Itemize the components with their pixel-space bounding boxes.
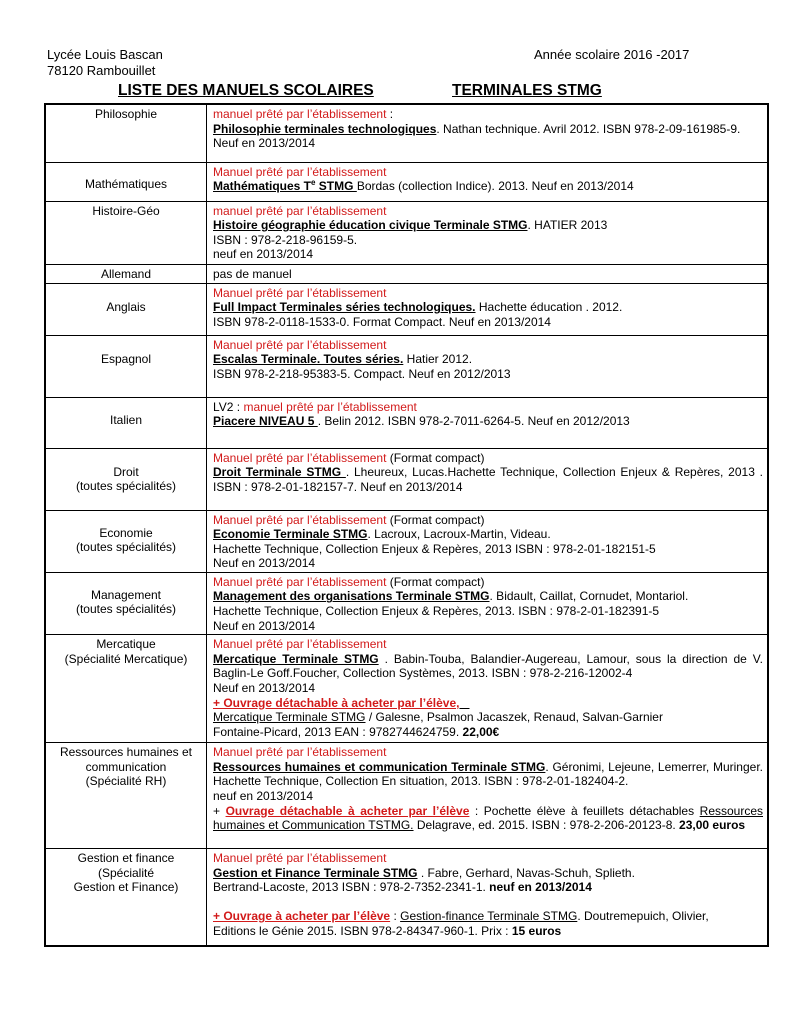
subject-cell <box>45 104 207 162</box>
book-details: . Belin 2012. ISBN 978-2-7011-6264-5. Neuf en 2012/2013 <box>317 414 630 429</box>
spacer <box>213 895 763 909</box>
workbook-pub <box>213 924 763 939</box>
subject-cell <box>45 448 207 510</box>
purchase-entry <box>213 804 763 833</box>
title-class: TERMINALES STMG <box>452 82 602 99</box>
book-title: Full Impact Terminales séries technologiques. <box>213 300 476 315</box>
book-details: . Géronimi, Lejeune, Lemerrer, Muringer. Hachette Technique, Collection En situation, 2013. ISBN : 978-2-01-182404-2. <box>213 759 763 789</box>
workbook-title: Ressources humaines et Communication TSTMG. <box>213 803 764 833</box>
subject-cell <box>45 397 207 448</box>
subject-label: Droit <box>113 464 139 479</box>
book-details: . Lacroux, Lacroux-Martin, Videau. <box>367 527 551 542</box>
purchase-entry <box>213 696 763 711</box>
purchase-note-trail <box>459 696 469 710</box>
subject-scope: (Spécialité Mercatique) <box>64 651 188 666</box>
table-row <box>45 743 768 849</box>
lend-note: Manuel prêté par l’établissement <box>213 450 387 465</box>
content-cell <box>207 264 769 283</box>
subject-label: Ressources humaines et <box>59 745 193 760</box>
content-cell <box>207 743 769 849</box>
book-title-part: Mathématiques T <box>213 179 312 194</box>
subject-label: Mathématiques <box>84 176 168 191</box>
book-entry <box>213 866 763 881</box>
publisher-line: Hachette Technique, Collection Enjeux & Repères, 2013. ISBN : 978-2-01-182391-5 <box>213 604 660 619</box>
subject-scope: (toutes spécialités) <box>75 540 177 555</box>
lend-note: Manuel prêté par l’établissement <box>213 512 387 527</box>
title-list: LISTE DES MANUELS SCOLAIRES <box>118 82 374 99</box>
book-title-part: STMG <box>315 179 357 194</box>
subject-label: Histoire-Géo <box>92 203 160 218</box>
book-entry <box>213 652 763 681</box>
subject-cell <box>45 849 207 946</box>
edition-note: Neuf en 2013/2014 <box>213 681 316 696</box>
content-cell <box>207 201 769 264</box>
table-row <box>45 201 768 264</box>
table-row <box>45 162 768 201</box>
isbn: ISBN : 978-2-218-96159-5. <box>213 232 358 247</box>
workbook-pub <box>213 725 763 740</box>
book-details: Hatier 2012. <box>403 352 473 367</box>
subject-scope-2: Gestion et Finance) <box>73 880 179 895</box>
book-title: Philosophie terminales technologiques <box>213 121 437 136</box>
content-cell <box>207 510 769 572</box>
lend-note: Manuel prêté par l’établissement <box>213 285 387 300</box>
table-row <box>45 635 768 743</box>
subject-cell <box>45 510 207 572</box>
publisher-text: Bertrand-Lacoste, 2013 ISBN : 978-2-7352-2341-1. <box>213 880 490 895</box>
subject-scope: (toutes spécialités) <box>75 602 177 617</box>
workbook-publisher: Editions le Génie 2015. ISBN 978-2-84347-960-1. Prix : <box>213 923 512 938</box>
book-title: Mercatique Terminale STMG <box>213 651 379 666</box>
book-details: Hachette éducation . 2012. <box>475 300 623 315</box>
book-title: Economie Terminale STMG <box>213 527 368 542</box>
lend-note: Manuel prêté par l’établissement <box>213 637 387 652</box>
workbook-authors: . Doutremepuich, Olivier, <box>577 909 709 924</box>
subject-label-2: communication <box>85 759 167 774</box>
subject-label: Mercatique <box>96 637 156 652</box>
subject-label: Espagnol <box>100 351 152 366</box>
subject-scope: (toutes spécialités) <box>75 479 177 494</box>
subject-cell <box>45 335 207 397</box>
book-title-sup: e <box>311 178 316 188</box>
workbook-price: 15 euros <box>511 923 562 938</box>
subject-cell <box>45 264 207 283</box>
table-row <box>45 849 768 946</box>
content-cell <box>207 335 769 397</box>
content-cell <box>207 635 769 743</box>
lend-note: manuel prêté par l’établissement <box>213 107 387 121</box>
plus-sign: + <box>213 803 226 818</box>
subject-cell <box>45 283 207 335</box>
school-year: Année scolaire 2016 -2017 <box>534 47 690 62</box>
book-title: Ressources humaines et communication Terminale STMG <box>213 759 546 774</box>
subject-cell <box>45 572 207 634</box>
content-cell <box>207 283 769 335</box>
subject-scope: (Spécialité RH) <box>85 774 167 789</box>
format-note: (Format compact) <box>386 512 485 527</box>
school-address <box>47 47 163 79</box>
workbook-entry <box>213 710 763 725</box>
table-row <box>45 510 768 572</box>
purchase-entry <box>213 909 763 924</box>
workbook-title: Mercatique Terminale STMG <box>213 710 366 725</box>
book-title <box>213 179 357 193</box>
book-details: . HATIER 2013 <box>527 218 608 233</box>
workbook-title: Gestion-finance Terminale STMG <box>400 909 578 924</box>
table-row <box>45 397 768 448</box>
book-entry <box>213 465 763 494</box>
workbook-price: 23,00 euros <box>679 818 746 833</box>
edition-note: neuf en 2013/2014 <box>213 247 314 262</box>
purchase-note: + Ouvrage à acheter par l’élève <box>213 909 391 924</box>
subject-cell <box>45 635 207 743</box>
subject-label: Philosophie <box>94 107 158 121</box>
book-details: . Nathan technique. Avril 2012. ISBN 978-2-09-161985-9. Neuf en 2013/2014 <box>213 121 741 151</box>
colon: : <box>390 909 401 924</box>
subject-scope: (Spécialité <box>97 865 155 880</box>
publisher-line: Hachette Technique, Collection Enjeux & Repères, 2013 ISBN : 978-2-01-182151-5 <box>213 541 656 556</box>
lend-note: manuel prêté par l’établissement <box>213 203 387 218</box>
subject-cell <box>45 743 207 849</box>
edition-note: Neuf en 2013/2014 <box>213 556 316 571</box>
book-entry <box>213 760 763 789</box>
book-title: Droit Terminale STMG <box>213 465 346 480</box>
content-cell <box>207 448 769 510</box>
table-row <box>45 335 768 397</box>
format-note: (Format compact) <box>386 450 485 465</box>
edition-note: neuf en 2013/2014 <box>489 880 592 895</box>
school-city: 78120 Rambouillet <box>47 63 156 78</box>
lend-note: Manuel prêté par l’établissement <box>213 851 387 866</box>
subject-label: Allemand <box>100 266 152 281</box>
content-cell <box>207 162 769 201</box>
subject-label: Economie <box>99 525 153 540</box>
book-title: Gestion et Finance Terminale STMG <box>213 865 418 880</box>
format-note: (Format compact) <box>386 574 485 589</box>
isbn: ISBN 978-2-0118-1533-0. Format Compact. Neuf en 2013/2014 <box>213 314 551 329</box>
purchase-note: Ouvrage détachable à acheter par l’élève <box>225 803 470 818</box>
no-book-note: pas de manuel <box>213 266 292 281</box>
content-cell <box>207 572 769 634</box>
book-title: Management des organisations Terminale STMG <box>213 589 490 604</box>
table-row <box>45 104 768 162</box>
publisher-line <box>213 880 763 895</box>
book-details: . Fabre, Gerhard, Navas-Schuh, Splieth. <box>417 865 635 880</box>
lv2-label: LV2 : <box>213 399 244 414</box>
lend-note: Manuel prêté par l’établissement <box>213 745 387 760</box>
book-title: Escalas Terminale. Toutes séries. <box>213 352 404 367</box>
colon: : <box>386 107 394 121</box>
subject-label: Italien <box>109 412 143 427</box>
lend-note: Manuel prêté par l’établissement <box>213 574 387 589</box>
book-title: Piacere NIVEAU 5 <box>213 414 318 429</box>
content-cell <box>207 104 769 162</box>
content-cell <box>207 397 769 448</box>
table-row <box>45 448 768 510</box>
subject-label: Gestion et finance <box>77 851 175 866</box>
book-details: . Babin-Touba, Balandier-Augereau, Lamour, sous la direction de V. Baglin-Le Goff.Foucher, Collection Systèmes, 2013. ISBN : 978-2-216-12002-4 <box>213 651 764 681</box>
table-row <box>45 283 768 335</box>
book-details: Bordas (collection Indice). 2013. Neuf en 2013/2014 <box>356 179 634 194</box>
book-title: Histoire géographie éducation civique Terminale STMG <box>213 218 528 233</box>
subject-label: Anglais <box>106 299 146 314</box>
table-row <box>45 264 768 283</box>
textbook-table <box>44 103 769 947</box>
purchase-note: + Ouvrage détachable à acheter par l’élève, <box>213 695 460 710</box>
workbook-publisher: Delagrave, ed. 2015. ISBN : 978-2-206-20123-8. <box>413 818 680 833</box>
subject-label: Management <box>90 587 162 602</box>
subject-cell <box>45 162 207 201</box>
purchase-details: : Pochette élève à feuillets détachables <box>469 803 700 818</box>
table-row <box>45 572 768 634</box>
lend-note: manuel prêté par l’établissement <box>243 399 417 414</box>
lend-note: Manuel prêté par l’établissement <box>213 337 387 352</box>
workbook-price: 22,00€ <box>462 724 500 739</box>
workbook-publisher: Fontaine-Picard, 2013 EAN : 9782744624759. <box>213 724 463 739</box>
content-cell <box>207 849 769 946</box>
book-details: . Bidault, Caillat, Cornudet, Montariol. <box>489 589 689 604</box>
book-details: . Lheureux, Lucas.Hachette Technique, Collection Enjeux & Repères, 2013 . ISBN : 978-2-01-182157-7. Neuf en 2013/2014 <box>213 465 763 494</box>
lend-note: Manuel prêté par l’établissement <box>213 164 387 179</box>
subject-cell <box>45 201 207 264</box>
edition-note: Neuf en 2013/2014 <box>213 618 316 633</box>
isbn: ISBN 978-2-218-95383-5. Compact. Neuf en 2012/2013 <box>213 366 511 381</box>
workbook-authors: / Galesne, Psalmon Jacaszek, Renaud, Salvan-Garnier <box>365 710 663 725</box>
school-name: Lycée Louis Bascan <box>47 47 163 62</box>
edition-note: neuf en 2013/2014 <box>213 789 314 804</box>
